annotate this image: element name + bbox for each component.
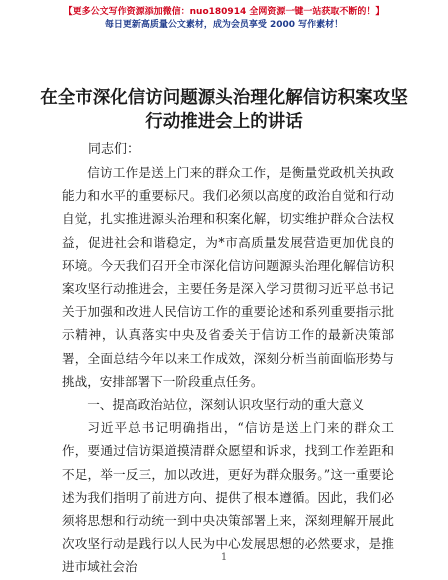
document-body	[62, 161, 394, 579]
promo-banner	[0, 6, 448, 32]
paragraph-intro: 信访工作是送上门来的群众工作，是衡量党政机关执政能力和水平的重要标尺。我们必须以高度的政治自觉和行动自觉，扎实推进源头治理和积案化解，切实维护群众合法权益，促进社会和谐稳定，为*市高质量发展营造更加优良的环境。今天我们召开全市深化信访问题源头治理化解信访积案攻坚行动推进会，主要任务是深入学习贯彻习近平总书记关于加强和改进人民信访工作的重要论述和系列重要指示批示精神，认真落实中央及省委关于信访工作的最新决策部署，全面总结今年以来工作成效，深刻分析当前面临形势与挑战，安排部署下一阶段重点任务。	[62, 165, 394, 389]
page-number: 1	[220, 552, 228, 563]
section-heading-1: 一、提高政治站位，深刻认识攻坚行动的重大意义	[87, 397, 365, 413]
paragraph-section-1: 习近平总书记明确指出，“信访是送上门来的群众工作，要通过信访渠道摸清群众愿望和诉求，找到工作差距和不足，举一反三，加以改进，更好为群众服务。”这一重要论述为我们指明了前进方向、提供了根本遵循。因此，我们必须将思想和行动统一到中央决策部署上来，深刻理解开展此次攻坚行动是践行以人民为中心发展思想的必然要求，是推进市域社会治	[62, 420, 394, 575]
greeting: 同志们：	[88, 142, 141, 157]
banner-line-2: 每日更新高质量公文素材，成为会员享受 2000 写作素材！	[104, 20, 344, 30]
document-title: 在全市深化信访问题源头治理化解信访积案攻坚行动推进会上的讲话	[40, 88, 408, 132]
banner-line-1: 【更多公文写作资源添加微信：nuo180914 全网资源一键一站获取不断的！】	[63, 7, 385, 17]
